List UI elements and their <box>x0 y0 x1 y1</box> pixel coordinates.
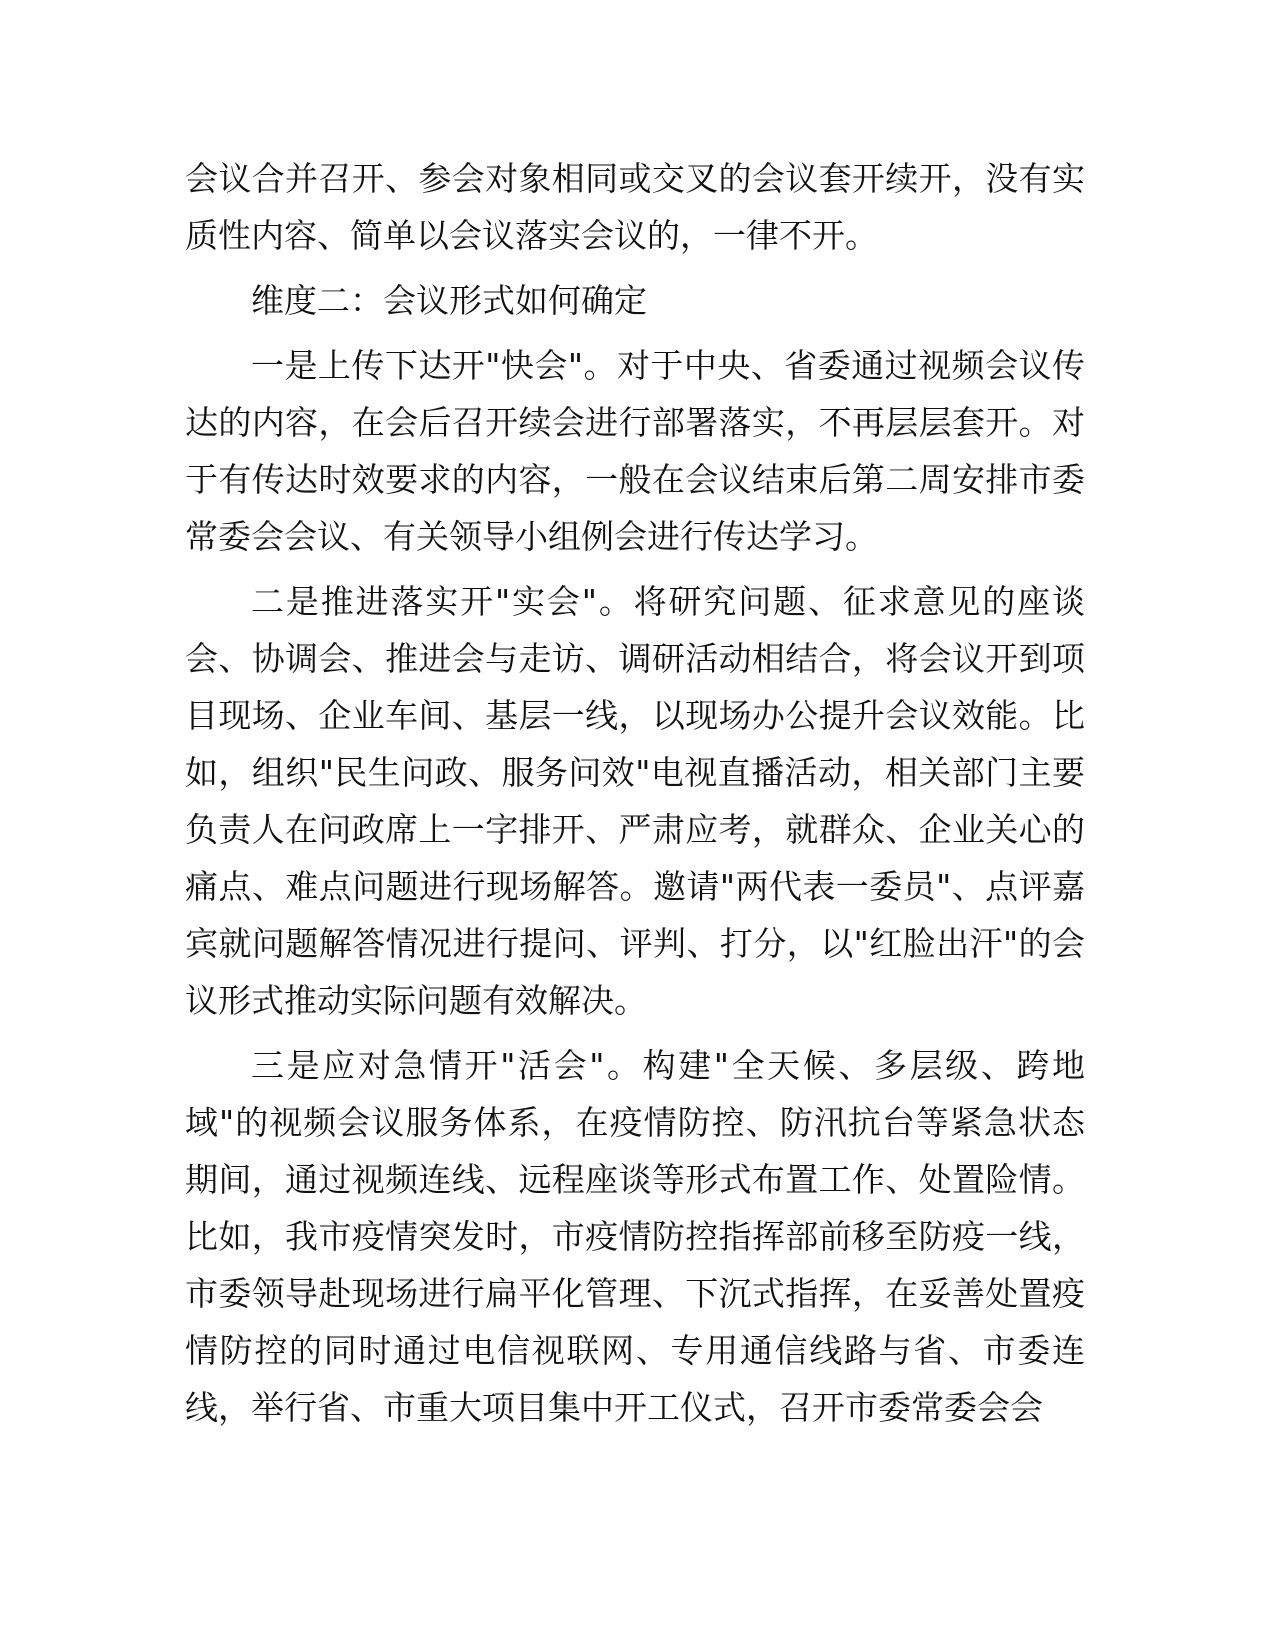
document-body <box>185 150 1085 1436</box>
section-heading: 维度二：会议形式如何确定 <box>251 281 647 320</box>
paragraph-continuation: 会议合并召开、参会对象相同或交叉的会议套开续开，没有实质性内容、简单以会议落实会议的，一律不开。 <box>185 159 1085 255</box>
paragraph-kuaihui: 一是上传下达开"快会"。对于中央、省委通过视频会议传达的内容，在会后召开续会进行部署落实，不再层层套开。对于有传达时效要求的内容，一般在会议结束后第二周安排市委常委会会议、有关领导小组例会进行传达学习。 <box>185 346 1085 556</box>
paragraph-huohui: 三是应对急情开"活会"。构建"全天候、多层级、跨地域"的视频会议服务体系，在疫情防控、防汛抗台等紧急状态期间，通过视频连线、远程座谈等形式布置工作、处置险情。比如，我市疫情突发时，市疫情防控指挥部前移至防疫一线，市委领导赴现场进行扁平化管理、下沉式指挥，在妥善处置疫情防控的同时通过电信视联网、专用通信线路与省、市委连线，举行省、市重大项目集中开工仪式，召开市委常委会会 <box>185 1046 1085 1427</box>
paragraph-shihui: 二是推进落实开"实会"。将研究问题、征求意见的座谈会、协调会、推进会与走访、调研活动相结合，将会议开到项目现场、企业车间、基层一线，以现场办公提升会议效能。比如，组织"民生问政、服务问效"电视直播活动，相关部门主要负责人在问政席上一字排开、严肃应考，就群众、企业关心的痛点、难点问题进行现场解答。邀请"两代表一委员"、点评嘉宾就问题解答情况进行提问、评判、打分，以"红脸出汗"的会议形式推动实际问题有效解决。 <box>185 582 1085 1020</box>
